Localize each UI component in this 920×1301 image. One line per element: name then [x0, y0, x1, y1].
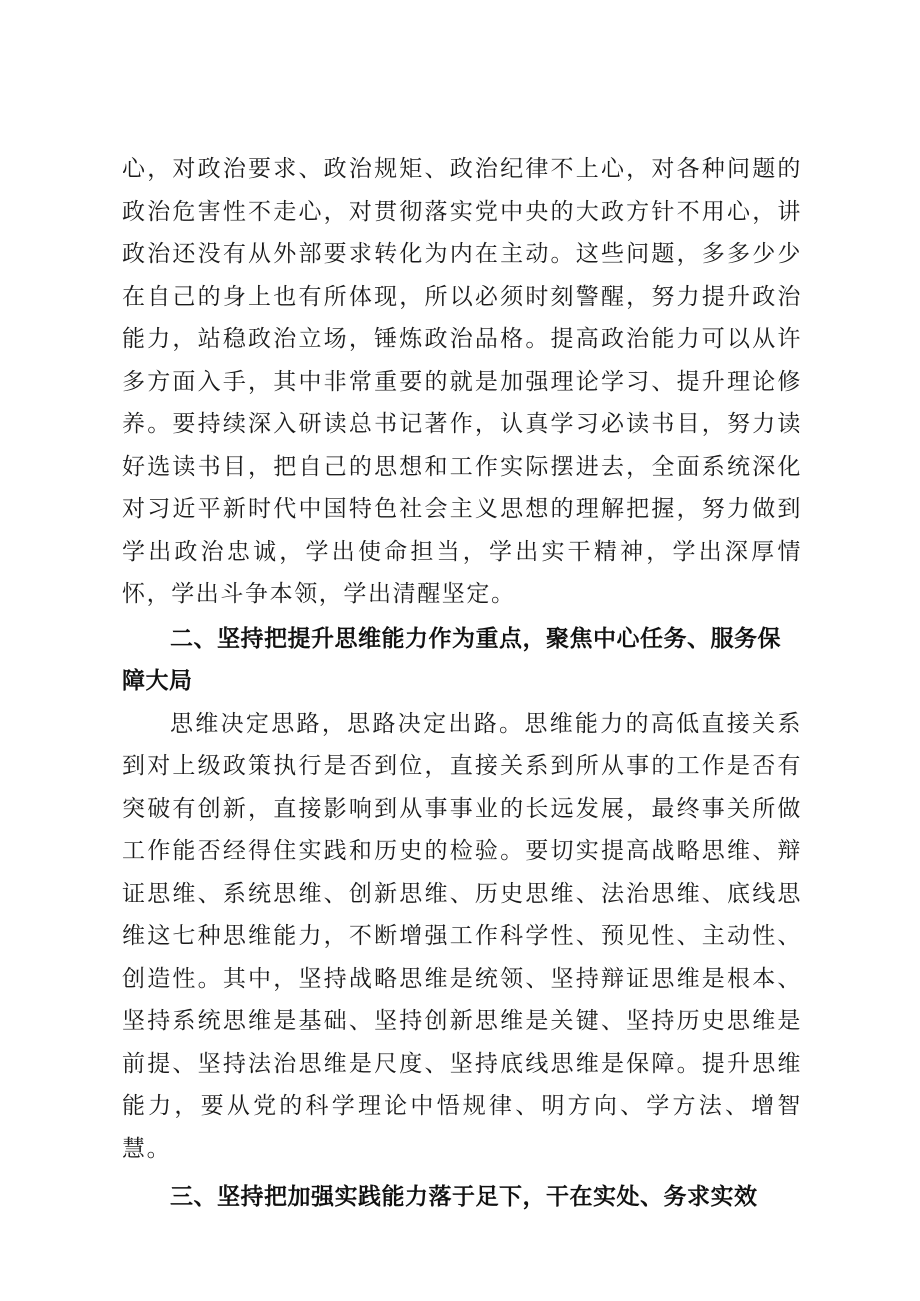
paragraph-political-ability: 心，对政治要求、政治规矩、政治纪律不上心，对各种问题的政治危害性不走心，对贯彻落实党中央的大政方针不用心，讲政治还没有从外部要求转化为内在主动。这些问题，多多少少在自己的身上也有所体现，所以必须时刻警醒，努力提升政治能力，站稳政治立场，锤炼政治品格。提高政治能力可以从许多方面入手，其中非常重要的就是加强理论学习、提升理论修养。要持续深入研读总书记著作，认真学习必读书目，努力读好选读书目，把自己的思想和工作实际摆进去，全面系统深化对习近平新时代中国特色社会主义思想的理解把握，努力做到学出政治忠诚，学出使命担当，学出实干精神，学出深厚情怀，学出斗争本领，学出清醒坚定。 — [122, 156, 802, 607]
section-heading-thinking-ability: 二、坚持把提升思维能力作为重点，聚焦中心任务、服务保障大局 — [122, 625, 781, 694]
section-heading-practical-ability: 三、坚持把加强实践能力落于足下，干在实处、务求实效 — [170, 1184, 758, 1210]
document-body — [122, 148, 802, 1219]
paragraph-thinking-ability: 思维决定思路，思路决定出路。思维能力的高低直接关系到对上级政策执行是否到位，直接关系到所从事的工作是否有突破有创新，直接影响到从事事业的长远发展，最终事关所做工作能否经得住实践和历史的检验。要切实提高战略思维、辩证思维、系统思维、创新思维、历史思维、法治思维、底线思维这七种思维能力，不断增强工作科学性、预见性、主动性、创造性。其中，坚持战略思维是统领、坚持辩证思维是根本、坚持系统思维是基础、坚持创新思维是关键、坚持历史思维是前提、坚持法治思维是尺度、坚持底线思维是保障。提升思维能力，要从党的科学理论中悟规律、明方向、学方法、增智慧。 — [122, 710, 802, 1162]
